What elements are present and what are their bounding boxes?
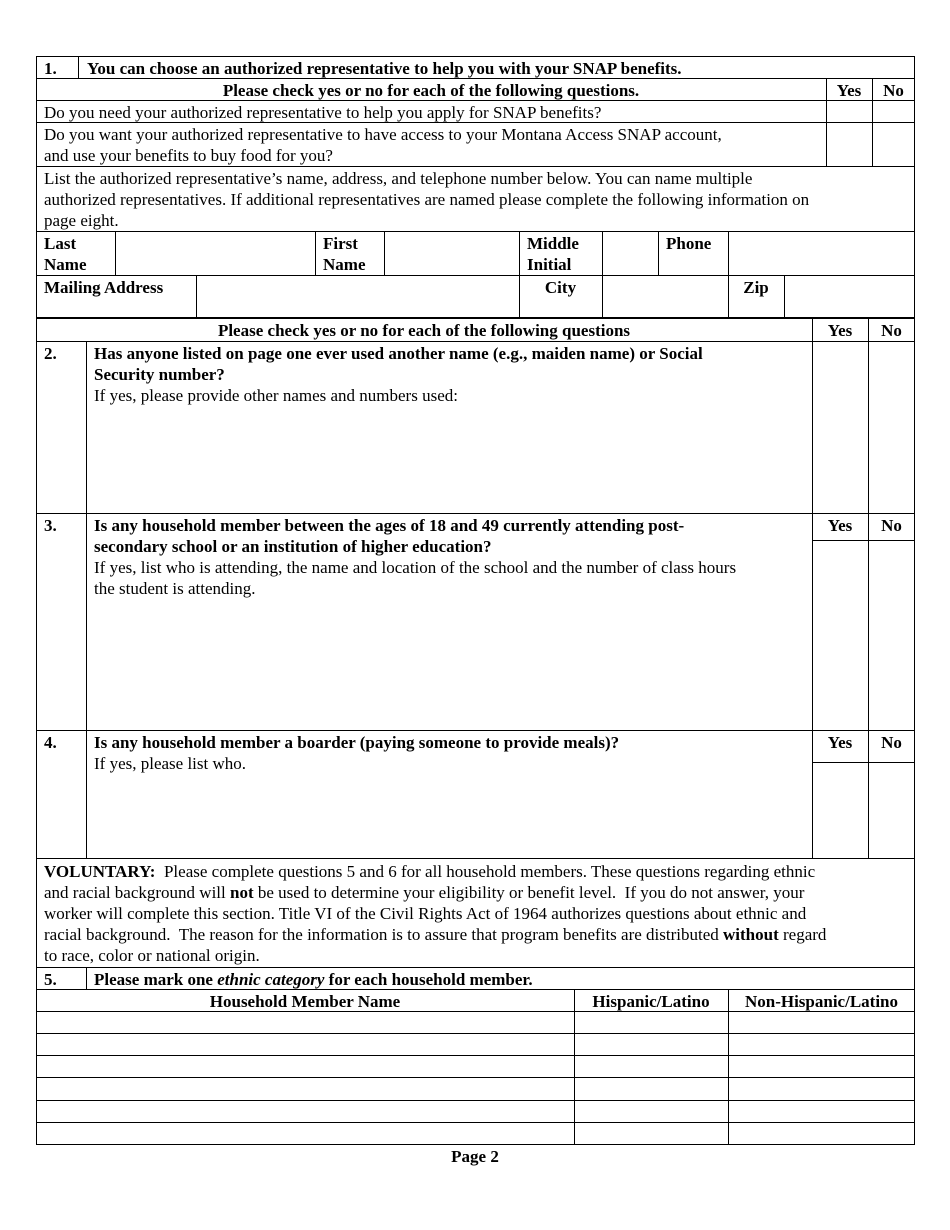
q4-answer-area[interactable] (94, 776, 804, 852)
q4-yes-checkbox[interactable] (813, 763, 868, 858)
voluntary-label: VOLUNTARY: (44, 862, 156, 881)
non-hispanic-checkbox[interactable] (729, 1123, 915, 1144)
q5-title (94, 969, 533, 990)
table-row (36, 1012, 915, 1033)
city-label: City (544, 278, 577, 297)
check-no-header: No (881, 321, 902, 340)
voluntary-line-2 (44, 882, 804, 903)
mailing-address-label: Mailing Address (44, 278, 164, 297)
question-apply-yes-checkbox[interactable] (827, 101, 872, 122)
q4-title: Is any household member a boarder (paying someone to provide meals)? (94, 733, 620, 752)
middle-initial-label-1: Middle (527, 234, 579, 253)
q5-number: 5. (44, 970, 57, 989)
hispanic-checkbox[interactable] (575, 1012, 728, 1033)
voluntary-emphasis-without: without (723, 925, 779, 944)
col-non-hispanic-latino: Non-Hispanic/Latino (744, 992, 899, 1011)
section-1-no-header: No (883, 81, 904, 100)
voluntary-line-4 (44, 924, 826, 945)
first-name-label-2: Name (323, 255, 366, 274)
q2-title-line-2: Security number? (94, 365, 225, 384)
voluntary-text-1: Please complete questions 5 and 6 for all household members. These questions regarding ethnic (163, 862, 816, 881)
mailing-address-field[interactable] (197, 276, 519, 318)
table-row (36, 1034, 915, 1055)
col-household-member-name: Household Member Name (209, 992, 401, 1011)
non-hispanic-checkbox[interactable] (729, 1012, 915, 1033)
q3-yes-checkbox[interactable] (813, 541, 868, 730)
q3-no-header: No (881, 516, 902, 535)
q3-number: 3. (44, 516, 57, 535)
member-name-field[interactable] (36, 1012, 574, 1033)
zip-label: Zip (743, 278, 769, 297)
non-hispanic-checkbox[interactable] (729, 1034, 915, 1055)
col-hispanic-latino: Hispanic/Latino (592, 992, 710, 1011)
q4-number: 4. (44, 733, 57, 752)
q4-detail: If yes, please list who. (94, 754, 247, 773)
list-instructions-line-3: page eight. (44, 211, 119, 230)
section-1-title: You can choose an authorized representative to help you with your SNAP benefits. (87, 59, 682, 78)
first-name-label-1: First (323, 234, 358, 253)
q3-yes-header: Yes (827, 516, 853, 535)
section-1-yes-header: Yes (836, 81, 862, 100)
section-1-number: 1. (44, 59, 57, 78)
q3-title-line-2: secondary school or an institution of higher education? (94, 537, 492, 556)
q4-no-header: No (881, 733, 902, 752)
question-apply-no-checkbox[interactable] (873, 101, 915, 122)
question-access-no-checkbox[interactable] (873, 123, 915, 166)
non-hispanic-checkbox[interactable] (729, 1056, 915, 1077)
member-name-field[interactable] (36, 1123, 574, 1144)
phone-label: Phone (666, 234, 712, 253)
q2-number: 2. (44, 344, 57, 363)
voluntary-text-2a: and racial background will (44, 883, 230, 902)
question-access-line-2: and use your benefits to buy food for you? (44, 146, 333, 165)
q3-no-checkbox[interactable] (869, 541, 915, 730)
q2-yes-checkbox[interactable] (813, 342, 868, 513)
table-row (36, 1101, 915, 1122)
q3-detail-line-2: the student is attending. (94, 579, 256, 598)
q4-no-checkbox[interactable] (869, 763, 915, 858)
last-name-label-1: Last (44, 234, 77, 253)
hispanic-checkbox[interactable] (575, 1101, 728, 1122)
hispanic-checkbox[interactable] (575, 1056, 728, 1077)
voluntary-line-3: worker will complete this section. Title VI of the Civil Rights Act of 1964 authorizes questions about ethnic and (44, 904, 807, 923)
table-row (36, 1078, 915, 1100)
middle-initial-field[interactable] (603, 232, 658, 275)
voluntary-text-4a: racial background. The reason for the information is to assure that program benefits are distributed (44, 925, 723, 944)
q4-yes-header: Yes (827, 733, 853, 752)
q2-detail: If yes, please provide other names and numbers used: (94, 386, 458, 405)
table-row (36, 1056, 915, 1077)
q2-answer-area[interactable] (94, 408, 804, 508)
last-name-field[interactable] (116, 232, 315, 275)
check-yes-header: Yes (827, 321, 853, 340)
check-prompt-header: Please check yes or no for each of the following questions (217, 321, 631, 340)
hispanic-checkbox[interactable] (575, 1034, 728, 1055)
list-instructions-line-2: authorized representatives. If additional representatives are named please complete the following information on (44, 190, 810, 209)
middle-initial-label-2: Initial (527, 255, 572, 274)
voluntary-line-5: to race, color or national origin. (44, 946, 260, 965)
q3-title-line-1: Is any household member between the ages of 18 and 49 currently attending post- (94, 516, 685, 535)
q5-title-c: for each household member. (324, 970, 533, 989)
hispanic-checkbox[interactable] (575, 1078, 728, 1100)
non-hispanic-checkbox[interactable] (729, 1078, 915, 1100)
q2-no-checkbox[interactable] (869, 342, 915, 513)
member-name-field[interactable] (36, 1101, 574, 1122)
q5-title-a: Please mark one (94, 970, 218, 989)
non-hispanic-checkbox[interactable] (729, 1101, 915, 1122)
question-apply-help: Do you need your authorized representative to help you apply for SNAP benefits? (44, 103, 602, 122)
voluntary-emphasis-not: not (230, 883, 254, 902)
voluntary-line-1 (44, 861, 815, 882)
question-access-line-1: Do you want your authorized representative to have access to your Montana Access SNAP account, (44, 125, 722, 144)
q3-detail-line-1: If yes, list who is attending, the name and location of the school and the number of class hours (94, 558, 737, 577)
member-name-field[interactable] (36, 1056, 574, 1077)
table-row (36, 1123, 915, 1144)
hispanic-checkbox[interactable] (575, 1123, 728, 1144)
q5-title-ethnic-category: ethnic category (217, 970, 325, 989)
voluntary-text-2c: be used to determine your eligibility or benefit level. If you do not answer, your (253, 883, 805, 902)
voluntary-text-4c: regard (778, 925, 827, 944)
first-name-field[interactable] (385, 232, 519, 275)
member-name-field[interactable] (36, 1034, 574, 1055)
page-number: Page 2 (451, 1147, 499, 1166)
question-access-yes-checkbox[interactable] (827, 123, 872, 166)
last-name-label-2: Name (44, 255, 87, 274)
member-name-field[interactable] (36, 1078, 574, 1100)
phone-field[interactable] (729, 232, 915, 275)
section-1-check-prompt: Please check yes or no for each of the following questions. (222, 81, 640, 100)
city-field[interactable] (603, 276, 728, 318)
q2-title-line-1: Has anyone listed on page one ever used another name (e.g., maiden name) or Social (94, 344, 703, 363)
q3-answer-area[interactable] (94, 601, 804, 721)
zip-field[interactable] (785, 276, 915, 318)
list-instructions-line-1: List the authorized representative’s name, address, and telephone number below. You can name multiple (44, 169, 753, 188)
